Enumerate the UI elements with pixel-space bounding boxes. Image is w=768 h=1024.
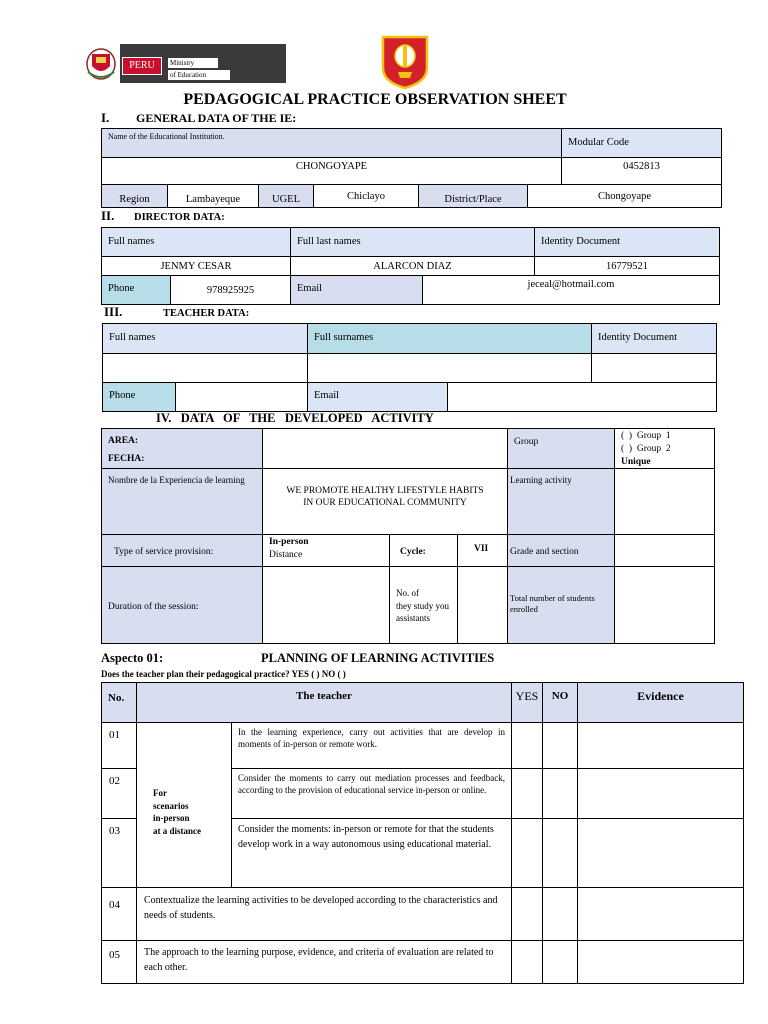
row-02-yes[interactable] xyxy=(511,768,543,819)
section-2-number: II. xyxy=(101,208,115,223)
director-lastnames-value: ALARCON DIAZ xyxy=(290,256,535,276)
grade-value[interactable] xyxy=(614,534,715,567)
cycle-value: VII xyxy=(457,534,508,567)
row-03-evidence[interactable] xyxy=(577,818,744,888)
ugel-label: UGEL xyxy=(258,184,314,208)
area-fecha-cell xyxy=(101,428,263,469)
row-02-no-check[interactable] xyxy=(542,768,578,819)
col-evidence-header: Evidence xyxy=(577,682,744,723)
row-01-no: 01 xyxy=(101,722,137,769)
duration-label: Duration of the session: xyxy=(101,566,263,644)
service-options xyxy=(262,534,390,567)
section-3-title: TEACHER DATA: xyxy=(163,308,250,319)
col-teacher-header: The teacher xyxy=(136,682,512,723)
page-title: PEDAGOGICAL PRACTICE OBSERVATION SHEET xyxy=(183,91,567,108)
ministry-line-2: of Education xyxy=(168,70,230,80)
learning-activity-value[interactable] xyxy=(614,468,715,535)
ugel-value: Chiclayo xyxy=(313,184,419,208)
row-04-text: Contextualize the learning activities to be developed according to the characteristics and needs of students. xyxy=(136,887,512,941)
row-02-no: 02 xyxy=(101,768,137,819)
director-phone-value: 978925925 xyxy=(170,275,291,305)
section-3-number: III. xyxy=(104,304,123,319)
modular-code-value: 0452813 xyxy=(561,157,722,185)
row-05-evidence[interactable] xyxy=(577,940,744,984)
inperson-option[interactable]: In-person xyxy=(269,537,309,547)
col-yes-header: YES xyxy=(511,682,543,723)
distance-option[interactable]: Distance xyxy=(269,549,303,560)
section-4-title: IV. DATA OF THE DEVELOPED ACTIVITY xyxy=(156,411,434,425)
assistants-line-1: No. of xyxy=(396,588,419,598)
teacher-email-label: Email xyxy=(307,382,448,412)
row-03-no: 03 xyxy=(101,818,137,888)
row-05-yes[interactable] xyxy=(511,940,543,984)
district-value: Chongoyape xyxy=(527,184,722,208)
row-03-yes[interactable] xyxy=(511,818,543,888)
aspect-question: Does the teacher plan their pedagogical practice? YES ( ) NO ( ) xyxy=(101,669,346,679)
experience-label: Nombre de la Experiencia de learning xyxy=(101,468,263,535)
row-01-text: In the learning experience, carry out activities that are develop in moments of in-person or remote work. xyxy=(231,722,512,769)
teacher-phone-value[interactable] xyxy=(175,382,308,412)
area-value[interactable] xyxy=(262,428,508,469)
region-value: Lambayeque xyxy=(167,184,259,208)
aspect-title: PLANNING OF LEARNING ACTIVITIES xyxy=(261,651,495,665)
row-02-evidence[interactable] xyxy=(577,768,744,819)
scenario-line-2: scenarios xyxy=(153,800,189,811)
row-03-no-check[interactable] xyxy=(542,818,578,888)
scenario-line-4: at a distance xyxy=(153,825,201,836)
director-names-value: JENMY CESAR xyxy=(101,256,291,276)
duration-value[interactable] xyxy=(262,566,390,644)
fecha-label: FECHA: xyxy=(108,454,145,464)
service-label: Type of service provision: xyxy=(101,534,263,567)
assistants-line-2: they study you xyxy=(396,600,449,611)
row-04-no-check[interactable] xyxy=(542,887,578,941)
row-02-text: Consider the moments to carry out mediation processes and feedback, according to the provision of educational service in-person or online. xyxy=(231,768,512,819)
assistants-label xyxy=(389,566,458,644)
cycle-label: Cycle: xyxy=(389,534,458,567)
teacher-phone-label: Phone xyxy=(102,382,176,412)
row-04-yes[interactable] xyxy=(511,887,543,941)
peru-badge: PERU xyxy=(122,57,162,75)
row-03-text: Consider the moments: in-person or remote for that the students develop work in a way autonomous using educational material. xyxy=(231,818,512,888)
scenario-line-3: in-person xyxy=(153,813,190,824)
row-05-no-check[interactable] xyxy=(542,940,578,984)
area-label: AREA: xyxy=(108,436,139,446)
unique-label: Unique xyxy=(621,456,651,467)
col-no2-header: NO xyxy=(542,682,578,723)
director-lastnames-label: Full last names xyxy=(290,227,535,257)
region-label: Region xyxy=(101,184,168,208)
director-id-label: Identity Document xyxy=(534,227,720,257)
institution-label: Name of the Educational Institution. xyxy=(101,128,562,158)
assistants-line-3: assistants xyxy=(396,613,431,624)
ministry-logo-bar xyxy=(120,44,286,83)
teacher-surnames-label: Full surnames xyxy=(307,323,592,354)
teacher-id-value[interactable] xyxy=(591,353,717,383)
director-email-value: jeceal@hotmail.com xyxy=(422,275,720,305)
experience-value-line-2: IN OUR EDUCATIONAL COMMUNITY xyxy=(303,498,467,509)
group-options xyxy=(614,428,715,469)
section-1-title: GENERAL DATA OF THE IE: xyxy=(136,111,297,125)
group-label: Group xyxy=(507,428,615,469)
aspect-label: Aspecto 01: xyxy=(101,651,164,665)
director-id-value: 16779521 xyxy=(534,256,720,276)
section-2-title: DIRECTOR DATA: xyxy=(134,212,225,223)
total-students-label: Total number of students enrolled xyxy=(507,566,615,644)
row-04-no: 04 xyxy=(101,887,137,941)
modular-code-label: Modular Code xyxy=(561,128,722,158)
row-01-no-check[interactable] xyxy=(542,722,578,769)
scenario-line-1: For xyxy=(153,788,167,798)
ministry-line-1: Ministry xyxy=(168,58,218,68)
row-05-text: The approach to the learning purpose, evidence, and criteria of evaluation are related to each other. xyxy=(136,940,512,984)
teacher-names-value[interactable] xyxy=(102,353,308,383)
grade-label: Grade and section xyxy=(507,534,615,567)
row-04-evidence[interactable] xyxy=(577,887,744,941)
district-label: District/Place xyxy=(418,184,528,208)
row-01-evidence[interactable] xyxy=(577,722,744,769)
teacher-id-label: Identity Document xyxy=(591,323,717,354)
row-05-no: 05 xyxy=(101,940,137,984)
scenario-cell xyxy=(136,722,232,888)
peru-coat-of-arms-icon xyxy=(84,46,118,82)
director-email-label: Email xyxy=(290,275,423,305)
experience-value-line-1: WE PROMOTE HEALTHY LIFESTYLE HABITS xyxy=(286,486,484,496)
group-1-option[interactable]: ( ) Group 1 xyxy=(621,431,671,441)
total-students-value[interactable] xyxy=(614,566,715,644)
section-1-number: I. xyxy=(101,110,110,125)
group-2-option[interactable]: ( ) Group 2 xyxy=(621,443,671,454)
experience-value xyxy=(262,468,508,535)
learning-activity-label: Learning activity xyxy=(507,468,615,535)
teacher-names-label: Full names xyxy=(102,323,308,354)
director-names-label: Full names xyxy=(101,227,291,257)
school-shield-icon xyxy=(380,34,430,90)
institution-value: CHONGOYAPE xyxy=(101,157,562,185)
row-01-yes[interactable] xyxy=(511,722,543,769)
teacher-surnames-value[interactable] xyxy=(307,353,592,383)
col-no-header: No. xyxy=(101,682,137,723)
assistants-value[interactable] xyxy=(457,566,508,644)
director-phone-label: Phone xyxy=(101,275,171,305)
teacher-email-value[interactable] xyxy=(447,382,717,412)
